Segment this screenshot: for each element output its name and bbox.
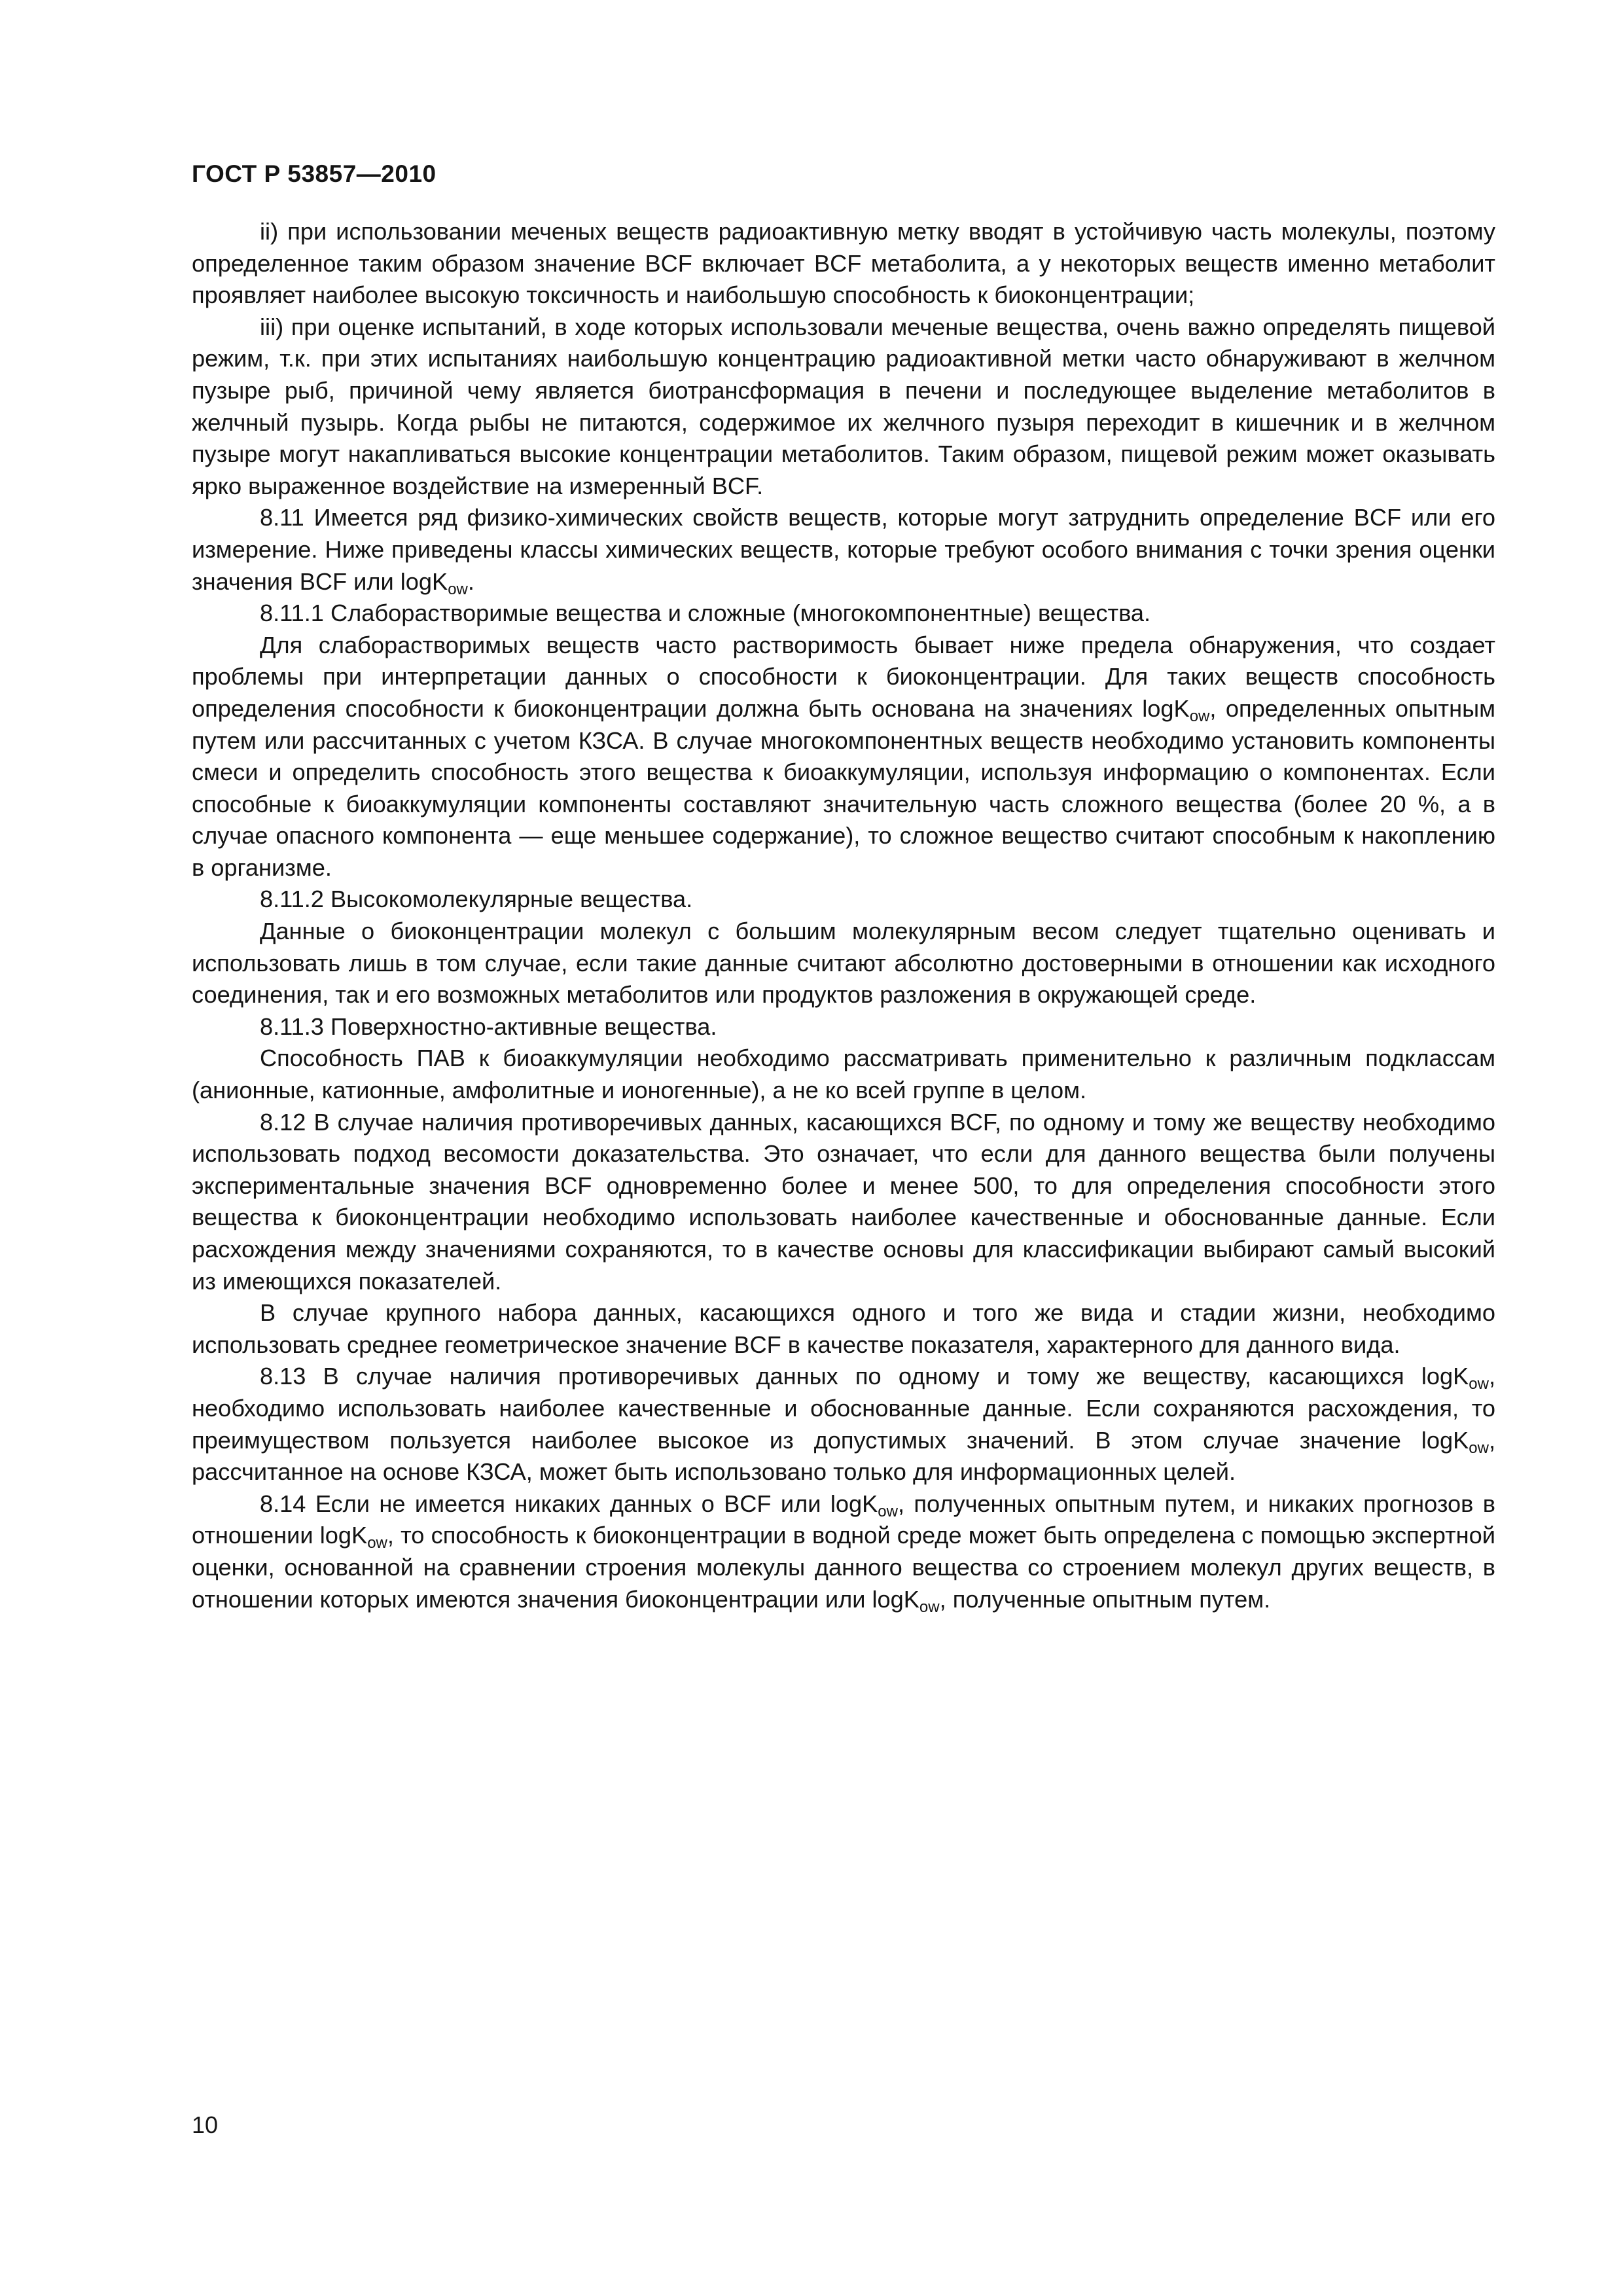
paragraph-text: 8.11.1 Слаборастворимые вещества и сложные (многокомпонентные) вещества. [260, 600, 1151, 627]
paragraph-p-8-11-2 [192, 884, 1495, 916]
paragraph-text: 8.14 Если не имеется никаких данных о BCF или logK [260, 1490, 878, 1517]
paragraph-text: Для слаборастворимых веществ часто растворимость бывает ниже предела обнаружения, что создает проблемы при интерпретации данных о способности к биоконцентрации. Для таких веществ способность определения способности к биоконцентрации должна быть основана на значениях logK [192, 631, 1495, 722]
subscript: ow [878, 1502, 898, 1520]
paragraph-text: iii) при оценке испытаний, в ходе которых использовали меченые вещества, очень важно определять пищевой режим, т.к. при этих испытаниях наибольшую концентрацию радиоактивной метки часто обнаруживают в желчном пузыре рыб, причиной чему является биотрансформация в печени и последующее выделение метаболитов в желчный пузырь. Когда рыбы не питаются, содержимое их желчного пузыря переходит в кишечник и в желчном пузыре могут накапливаться высокие концентрации метаболитов. Таким образом, пищевой режим может оказывать ярко выраженное воздействие на измеренный BCF. [192, 313, 1495, 499]
paragraph-p-iii [192, 312, 1495, 503]
paragraph-text: 8.13 В случае наличия противоречивых данных по одному и тому же веществу, касающихся logK [260, 1363, 1469, 1390]
paragraph-text: ii) при использовании меченых веществ радиоактивную метку вводят в устойчивую часть молекулы, поэтому определенное таким образом значение BCF включает BCF метаболита, а у некоторых веществ именно метаболит проявляет наиболее высокую токсичность и наибольшую способность к биоконцентрации; [192, 218, 1495, 309]
subscript: ow [1189, 707, 1210, 725]
paragraph-p-8-11-3-body [192, 1043, 1495, 1106]
paragraph-p-8-12-b [192, 1297, 1495, 1361]
paragraph-text: 8.11.2 Высокомолекулярные вещества. [260, 886, 693, 913]
document-body [192, 216, 1495, 1615]
paragraph-p-8-11-3 [192, 1011, 1495, 1043]
paragraph-text: , то способность к биоконцентрации в водной среде может быть определена с помощью экспертной оценки, основанной на сравнении строения молекулы данного вещества со строением молекул других веществ, в отношении которых имеются значения биоконцентрации или logK [192, 1522, 1495, 1613]
paragraph-p-ii [192, 216, 1495, 312]
paragraph-text: . [467, 567, 474, 595]
paragraph-text: , определенных опытным путем или рассчитанных с учетом КЗСА. В случае многокомпонентных веществ необходимо установить компоненты смеси и определить способность этого вещества к биоаккумуляции, используя информацию о компонентах. Если способные к биоаккумуляции компоненты составляют значительную часть сложного вещества (более 20 %, а в случае опасного компонента — еще меньшее содержание), то сложное вещество считают способным к накоплению в организме. [192, 694, 1495, 881]
paragraph-text: , рассчитанное на основе КЗСА, может быть использовано только для информационных целей. [192, 1426, 1495, 1486]
subscript: ow [367, 1534, 387, 1552]
paragraph-text: В случае крупного набора данных, касающихся одного и того же вида и стадии жизни, необходимо использовать среднее геометрическое значение BCF в качестве показателя, характерного для данного вида. [192, 1299, 1495, 1358]
paragraph-p-8-14 [192, 1488, 1495, 1615]
document-header: ГОСТ Р 53857—2010 [192, 160, 437, 187]
paragraph-text: 8.11.3 Поверхностно-активные вещества. [260, 1013, 717, 1040]
subscript: ow [919, 1598, 940, 1616]
subscript: ow [1469, 1375, 1489, 1393]
paragraph-text: Способность ПАВ к биоаккумуляции необходимо рассматривать применительно к различным подклассам (анионные, катионные, амфолитные и ионогенные), а не ко всей группе в целом. [192, 1045, 1495, 1104]
subscript: ow [448, 580, 468, 598]
paragraph-text: 8.12 В случае наличия противоречивых данных, касающихся BCF, по одному и тому же веществу необходимо использовать подход весомости доказательства. Это означает, что если для данного вещества были получены экспериментальные значения BCF одновременно более и менее 500, то для определения способности этого вещества к биоконцентрации необходимо использовать наиболее качественные и обоснованные данные. Если расхождения между значениями сохраняются, то в качестве основы для классификации выбирают самый высокий из имеющихся показателей. [192, 1108, 1495, 1295]
paragraph-text: , полученные опытным путем. [939, 1585, 1271, 1613]
paragraph-p-8-12 [192, 1107, 1495, 1298]
paragraph-p-8-11 [192, 502, 1495, 598]
paragraph-text: , необходимо использовать наиболее качественные и обоснованные данные. Если сохраняются расхождения, то преимуществом пользуется наиболее высокое из допустимых значений. В этом случае значение logK [192, 1363, 1495, 1454]
paragraph-p-8-11-2-body [192, 916, 1495, 1011]
paragraph-p-8-13 [192, 1361, 1495, 1488]
paragraph-text: Данные о биоконцентрации молекул с большим молекулярным весом следует тщательно оценивать и использовать лишь в том случае, если такие данные считают абсолютно достоверными в отношении как исходного соединения, так и его возможных метаболитов или продуктов разложения в окружающей среде. [192, 918, 1495, 1009]
subscript: ow [1469, 1439, 1489, 1457]
paragraph-p-8-11-1-body [192, 630, 1495, 884]
paragraph-p-8-11-1 [192, 598, 1495, 630]
paragraph-text: 8.11 Имеется ряд физико-химических свойств веществ, которые могут затруднить определение BCF или его измерение. Ниже приведены классы химических веществ, которые требуют особого внимания с точки зрения оценки значения BCF или logK [192, 504, 1495, 595]
page-number: 10 [192, 2111, 219, 2138]
paragraph-text: , полученных опытным путем, и никаких прогнозов в отношении logK [192, 1490, 1495, 1549]
